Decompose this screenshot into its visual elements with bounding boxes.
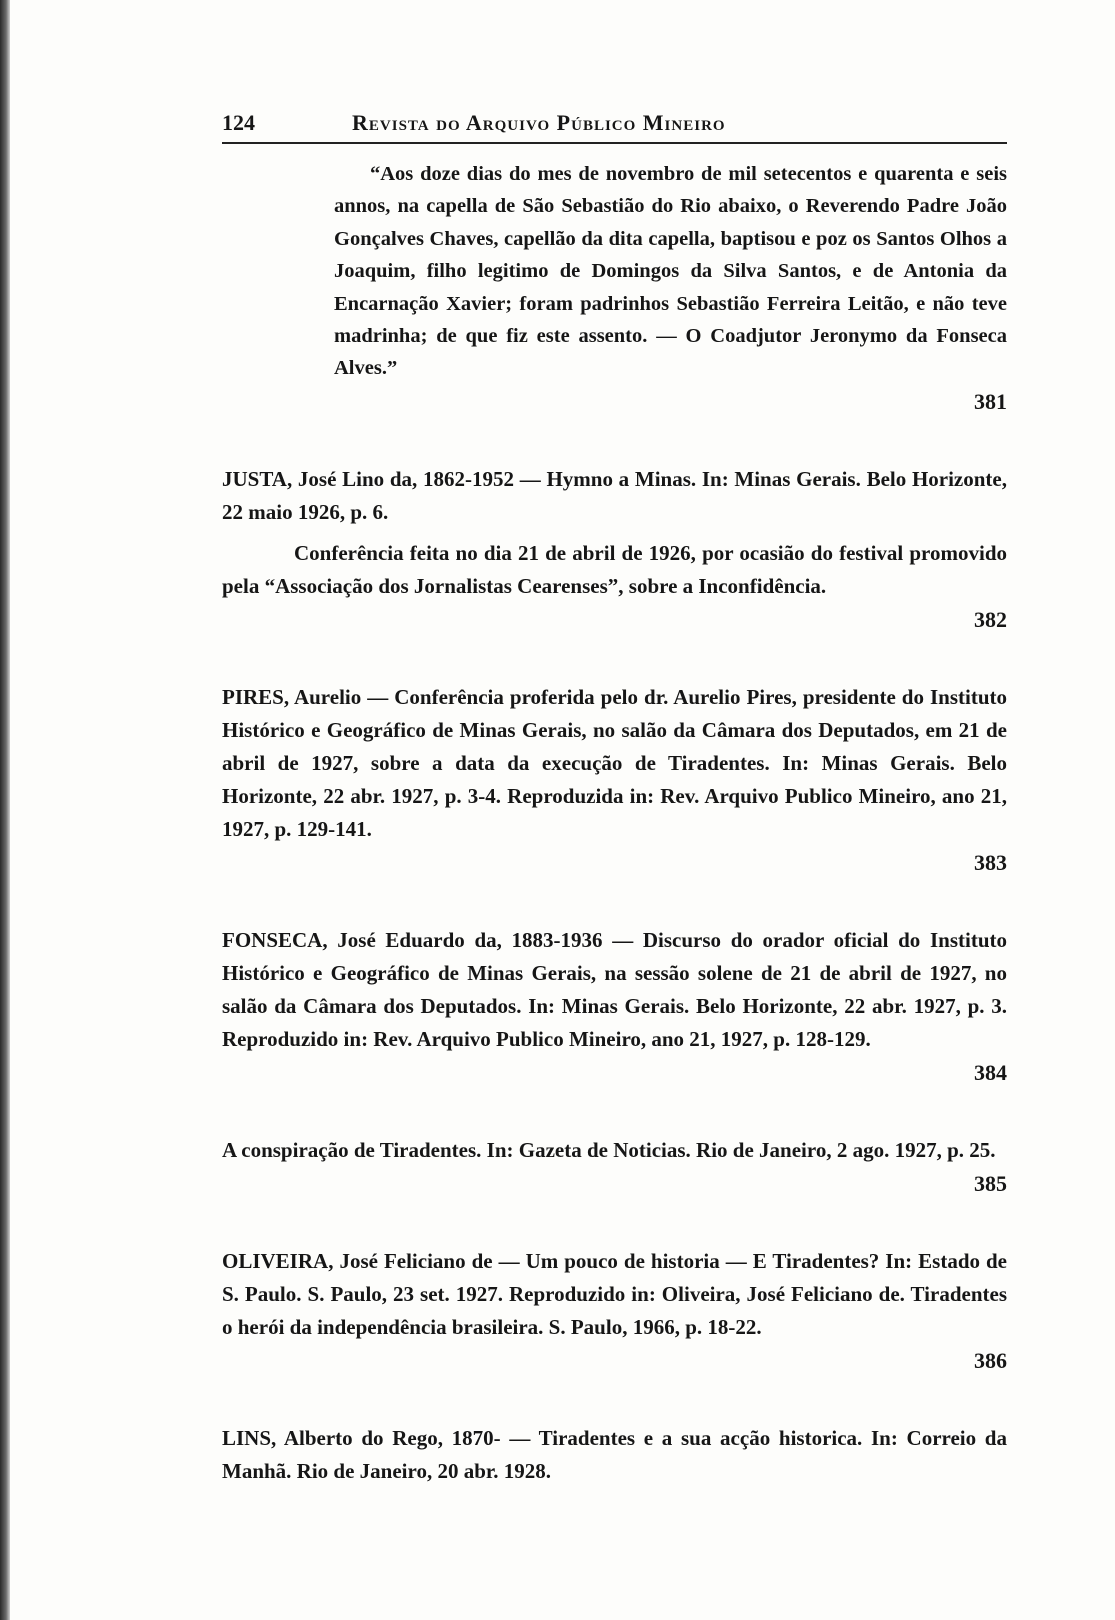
bibliography-entry [222,463,1007,635]
page-binding-edge [0,0,10,1620]
bibliography-entry [222,1422,1007,1488]
bibliography-entry [222,924,1007,1088]
entry-author: OLIVEIRA, [222,1248,334,1273]
journal-title: Revista do Arquivo Público Mineiro [352,110,726,135]
quoted-baptism-record [334,158,1007,385]
bibliography-entry [222,1245,1007,1376]
entry-text: A conspiração de Tiradentes. In: Gazeta de Noticias. Rio de Janeiro, 2 ago. 1927, p. 25. [222,1137,996,1162]
document-page [222,110,1007,1488]
entry-author: JUSTA, [222,466,293,491]
entry-citation [222,924,1007,1056]
entry-citation [222,463,1007,529]
entry-text: Alberto do Rego, 1870- — Tiradentes e a sua acção historica. In: Correio da Manhã. Rio de Janeiro, 20 abr. 1928. [222,1425,1007,1483]
page-number: 124 [222,110,255,135]
entry-number: 381 [974,388,1007,414]
entry-citation [222,1422,1007,1488]
entry-citation [222,681,1007,846]
entry-number: 383 [974,849,1007,875]
quote-text: “Aos doze dias do mes de novembro de mil setecentos e quarenta e seis annos, na capella de São Sebastião do Rio abaixo, o Reverendo Padre João Gonçalves Chaves, capellão da dita capella, baptisou e poz os Santos Olhos a Joaquim, filho legitimo de Domingos da Silva Santos, e de Antonia da Encarnação Xavier; foram padrinhos Sebastião Ferreira Leitão, e não teve madrinha; de que fiz este assento. — O Coadjutor Jeronymo da Fonseca Alves.” [334,163,1007,380]
entry-number: 386 [974,1347,1007,1373]
entry-text: José Eduardo da, 1883-1936 — Discurso do orador oficial do Instituto Histórico e Geográfico de Minas Gerais, na sessão solene de 21 de abril de 1927, no salão da Câmara dos Deputados. In: Minas Gerais. Belo Horizonte, 22 abr. 1927, p. 3. Reproduzido in: Rev. Arquivo Publico Mineiro, ano 21, 1927, p. 128-129. [222,927,1007,1051]
running-header [222,110,1007,144]
entry-number: 382 [974,606,1007,632]
entry-text: José Lino da, 1862-1952 — Hymno a Minas. In: Minas Gerais. Belo Horizonte, 22 maio 1926, p. 6. [222,466,1007,524]
entry-number: 384 [974,1059,1007,1085]
entry-number: 385 [974,1170,1007,1196]
entry-author: PIRES, [222,684,290,709]
entry-citation [222,1134,1007,1167]
bibliography-entry [222,681,1007,878]
entry-author: LINS, [222,1425,277,1450]
entry-author: FONSECA, [222,927,328,952]
entry-note: Conferência feita no dia 21 de abril de 1926, por ocasião do festival promovido pela “Associação dos Jornalistas Cearenses”, sobre a Inconfidência. [222,540,1007,598]
entry-citation [222,1245,1007,1344]
entry-text: Aurelio — Conferência proferida pelo dr. Aurelio Pires, presidente do Instituto Histórico e Geográfico de Minas Gerais, no salão da Câmara dos Deputados, em 21 de abril de 1927, sobre a data da execução de Tiradentes. In: Minas Gerais. Belo Horizonte, 22 abr. 1927, p. 3-4. Reproduzida in: Rev. Arquivo Publico Mineiro, ano 21, 1927, p. 129-141. [222,684,1007,841]
entry-text: José Feliciano de — Um pouco de historia — E Tiradentes? In: Estado de S. Paulo. S. Paulo, 23 set. 1927. Reproduzido in: Oliveira, José Feliciano de. Tiradentes o herói da independência brasileira. S. Paulo, 1966, p. 18-22. [222,1248,1007,1339]
bibliography-entry [222,1134,1007,1199]
